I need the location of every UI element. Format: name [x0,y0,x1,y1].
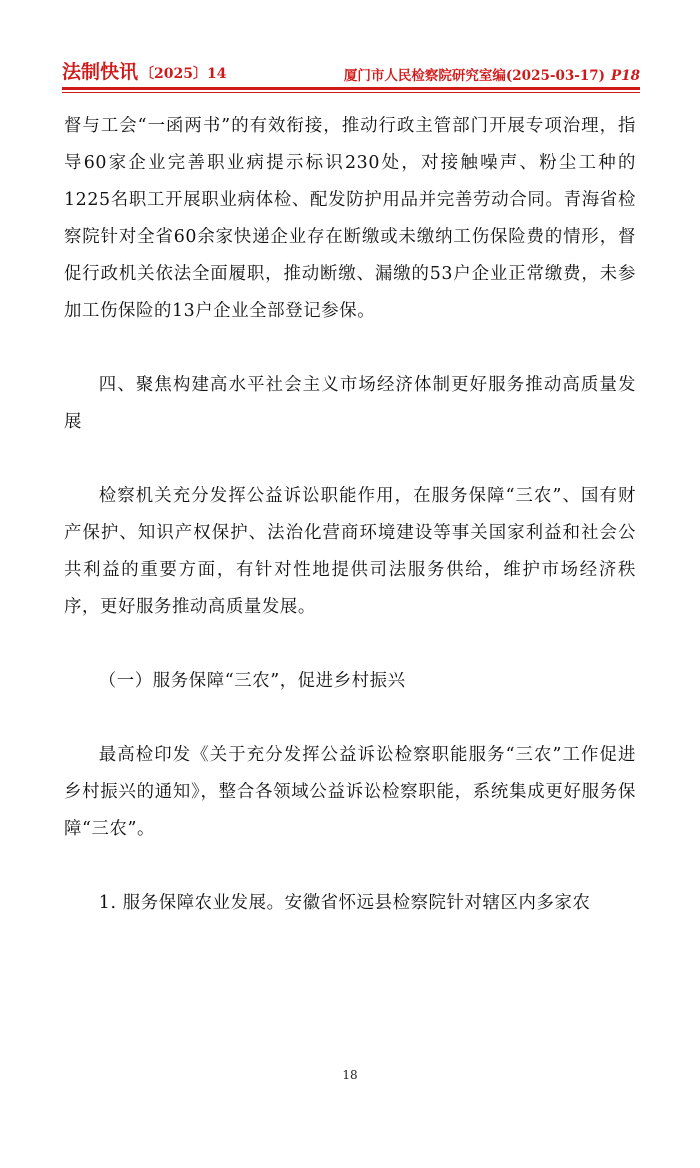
paragraph: 检察机关充分发挥公益诉讼职能作用，在服务保障“三农”、国有财产保护、知识产权保护、法治化营商环境建设等事关国家利益和社会公共利益的重要方面，有针对性地提供司法服务供给，维护市场经济秩序，更好服务推动高质量发展。 [64,486,636,617]
paragraph-continued: 督与工会“一函两书”的有效衔接，推动行政主管部门开展专项治理，指导60家企业完善职业病提示标识230处，对接触噪声、粉尘工种的1225名职工开展职业病体检、配发防护用品并完善劳动合同。青海省检察院针对全省60余家快递企业存在断缴或未缴纳工伤保险费的情形，督促行政机关依法全面履职，推动断缴、漏缴的53户企业正常缴费，未参加工伤保险的13户企业全部登记参保。 [64,116,636,321]
page-tag: P18 [611,68,640,84]
issue-number: 〔2025〕14 [140,66,227,82]
section-heading: 四、聚焦构建高水平社会主义市场经济体制更好服务推动高质量发展 [64,375,636,432]
editor-line: 厦门市人民检察院研究室编(2025-03-17) [343,68,606,84]
paragraph: 1. 服务保障农业发展。安徽省怀远县检察院针对辖区内多家农 [98,893,591,913]
paragraph: 最高检印发《关于充分发挥公益诉讼检察职能服务“三农”工作促进乡村振兴的通知》，整合各领域公益诉讼检察职能，系统集成更好服务保障“三农”。 [64,745,636,839]
editor-info [344,64,640,84]
header-rule [62,87,640,90]
subsection-heading: （一）服务保障“三农”，促进乡村振兴 [98,671,406,691]
document-body [64,108,636,922]
brand-name: 法制快讯 [62,61,139,83]
page-number: 18 [342,1068,358,1082]
page-header [62,60,640,90]
publication-title [62,57,226,84]
